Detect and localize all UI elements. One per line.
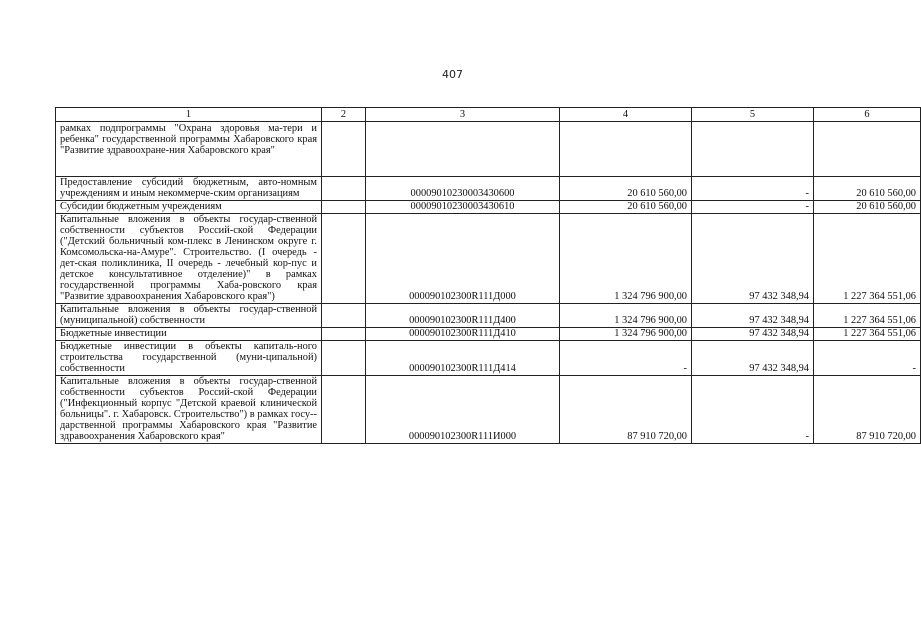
table-row (56, 341, 921, 376)
row-col4 (560, 122, 692, 177)
table-row (56, 214, 921, 304)
row-col2 (322, 122, 366, 177)
row-col5: 97 432 348,94 (692, 341, 814, 376)
row-col4: 1 324 796 900,00 (560, 328, 692, 341)
row-col5: 97 432 348,94 (692, 214, 814, 304)
row-col6: 1 227 364 551,06 (814, 328, 921, 341)
table-row (56, 201, 921, 214)
column-header: 1 (56, 108, 322, 122)
row-col5: 97 432 348,94 (692, 304, 814, 328)
row-col4: 20 610 560,00 (560, 177, 692, 201)
table-row (56, 177, 921, 201)
row-col2 (322, 304, 366, 328)
column-header: 2 (322, 108, 366, 122)
row-col6: 87 910 720,00 (814, 376, 921, 444)
row-code: 00009010230003430600 (366, 177, 560, 201)
page-number: 407 (442, 68, 463, 81)
row-col4: - (560, 341, 692, 376)
row-col4: 1 324 796 900,00 (560, 304, 692, 328)
row-col5: - (692, 177, 814, 201)
row-col5 (692, 122, 814, 177)
column-header: 5 (692, 108, 814, 122)
row-col6: 1 227 364 551,06 (814, 304, 921, 328)
row-col2 (322, 177, 366, 201)
table-header-row (56, 108, 921, 122)
row-col4: 1 324 796 900,00 (560, 214, 692, 304)
row-code: 000090102300R111Д410 (366, 328, 560, 341)
row-code: 000090102300R111Д400 (366, 304, 560, 328)
budget-table (55, 107, 921, 444)
table-row (56, 376, 921, 444)
row-code: 00009010230003430610 (366, 201, 560, 214)
column-header: 3 (366, 108, 560, 122)
row-name: Бюджетные инвестиции в объекты капиталь-ного строительства государственной (муни-ципальной) собственности (56, 341, 322, 376)
column-header: 6 (814, 108, 921, 122)
row-col2 (322, 201, 366, 214)
row-col6: 20 610 560,00 (814, 177, 921, 201)
row-col2 (322, 328, 366, 341)
row-col2 (322, 376, 366, 444)
row-code: 000090102300R111Д000 (366, 214, 560, 304)
row-code (366, 122, 560, 177)
table-row (56, 122, 921, 177)
column-header: 4 (560, 108, 692, 122)
row-col4: 87 910 720,00 (560, 376, 692, 444)
row-code: 000090102300R111И000 (366, 376, 560, 444)
table-row (56, 328, 921, 341)
row-col4: 20 610 560,00 (560, 201, 692, 214)
row-name: Капитальные вложения в объекты государ-ственной собственности субъектов Россий-ской Федерации ("Инфекционный корпус "Детской краевой клинической больницы". г. Хабаровск. Строительство") в рамках госу-дарственной программы Хабаровского края "Развитие здравоохранения Хабаровского края" (56, 376, 322, 444)
row-col6: 20 610 560,00 (814, 201, 921, 214)
row-name: Предоставление субсидий бюджетным, авто-номным учреждениям и иным некоммерче-ским организациям (56, 177, 322, 201)
row-col5: 97 432 348,94 (692, 328, 814, 341)
row-col6: - (814, 341, 921, 376)
table-row (56, 304, 921, 328)
row-name: Бюджетные инвестиции (56, 328, 322, 341)
row-col6: 1 227 364 551,06 (814, 214, 921, 304)
row-code: 000090102300R111Д414 (366, 341, 560, 376)
row-name: Субсидии бюджетным учреждениям (56, 201, 322, 214)
row-col5: - (692, 376, 814, 444)
row-name: Капитальные вложения в объекты государ-ственной собственности субъектов Россий-ской Федерации ("Детский больничный ком-плекс в Ленинском округе г. Комсомольска-на-Амуре". Строительство. (I очередь - дет-ская поликлиника, II очередь - лечебный кор-пус и детское консультативное отделение)" в рамках государственной программы Хаба-ровского края "Развитие здравоохранения Хабаровского края") (56, 214, 322, 304)
row-col5: - (692, 201, 814, 214)
row-name: Капитальные вложения в объекты государ-ственной (муниципальной) собственности (56, 304, 322, 328)
row-name: рамках подпрограммы "Охрана здоровья ма-тери и ребенка" государственной программы Хабаровского края "Развитие здравоохране-ния Хабаровского края" (56, 122, 322, 177)
row-col6 (814, 122, 921, 177)
row-col2 (322, 214, 366, 304)
row-col2 (322, 341, 366, 376)
